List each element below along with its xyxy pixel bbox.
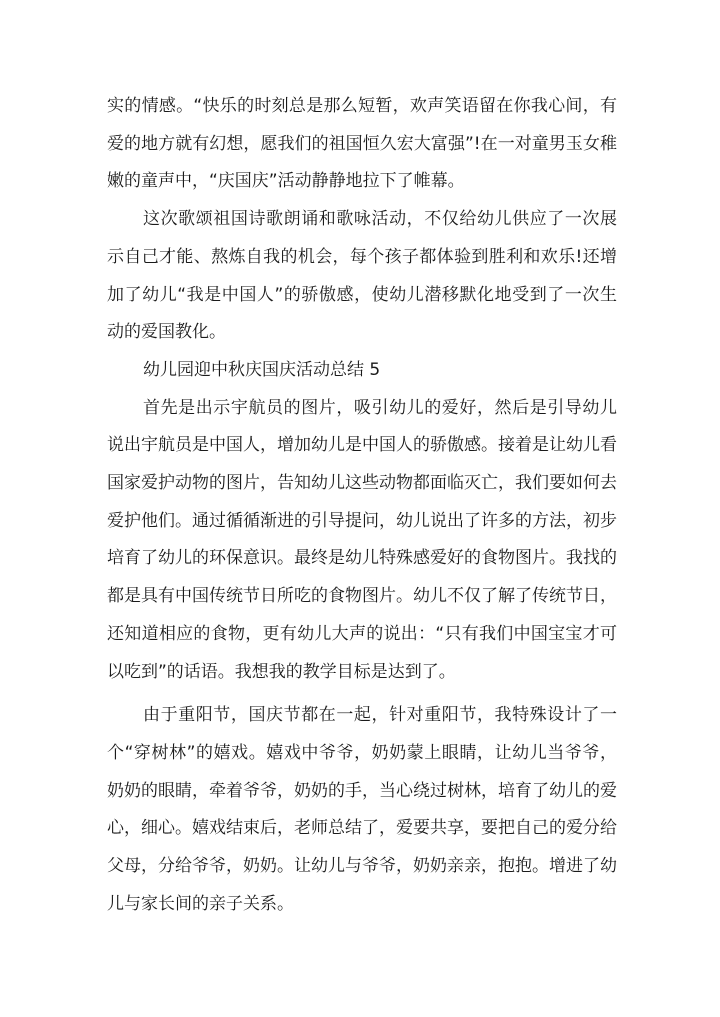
document-body: [107, 88, 617, 923]
paragraph-summary: 这次歌颂祖国诗歌朗诵和歌咏活动，不仅给幼儿供应了一次展示自己才能、熬炼自我的机会，每个孩子都体验到胜利和欢乐!还增加了幼儿“我是中国人”的骄傲感，使幼儿潜移默化地受到了一次生动的爱国教化。: [107, 209, 617, 343]
section-heading: 幼儿园迎中秋庆国庆活动总结 5: [143, 359, 381, 380]
paragraph-chongyang: 由于重阳节，国庆节都在一起，针对重阳节，我特殊设计了一个“穿树林”的嬉戏。嬉戏中爷爷，奶奶蒙上眼睛，让幼儿当爷爷，奶奶的眼睛，牵着爷爷，奶奶的手，当心绕过树林，培育了幼儿的爱心，细心。嬉戏结束后，老师总结了，爱要共享，要把自己的爱分给父母，分给爷爷，奶奶。让幼儿与爷爷，奶奶亲亲，抱抱。增进了幼儿与家长间的亲子关系。: [107, 705, 617, 914]
paragraph-lesson: 首先是出示宇航员的图片，吸引幼儿的爱好，然后是引导幼儿说出宇航员是中国人，增加幼儿是中国人的骄傲感。接着是让幼儿看国家爱护动物的图片，告知幼儿这些动物都面临灭亡，我们要如何去爱护他们。通过循循渐进的引导提问，幼儿说出了许多的方法，初步培育了幼儿的环保意识。最终是幼儿特殊感爱好的食物图片。我找的都是具有中国传统节日所吃的食物图片。幼儿不仅了解了传统节日，还知道相应的食物，更有幼儿大声的说出：“只有我们中国宝宝才可以吃到”的话语。我想我的教学目标是达到了。: [107, 397, 617, 682]
paragraph-continuation: 实的情感。“快乐的时刻总是那么短暂，欢声笑语留在你我心间，有爱的地方就有幻想，愿我们的祖国恒久宏大富强”!在一对童男玉女稚嫩的童声中，“庆国庆”活动静静地拉下了帷幕。: [107, 96, 617, 192]
